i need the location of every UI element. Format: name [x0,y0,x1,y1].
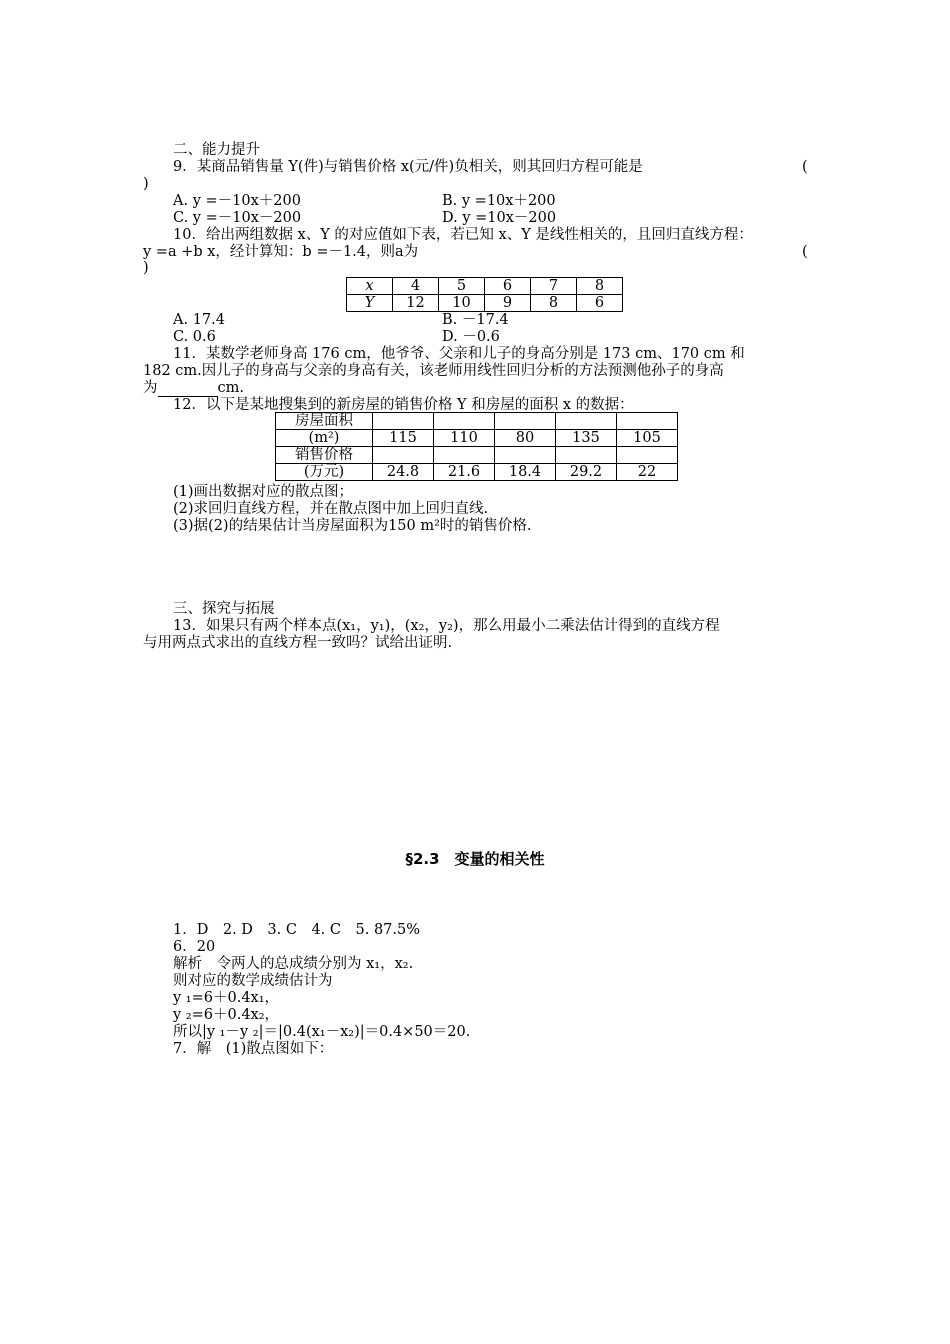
table-cell: 12 [393,295,439,312]
q10-option-b: B. －17.4 [442,312,509,328]
q9-paren-close: ) [143,176,149,192]
table-cell: 4 [393,278,439,295]
table-cell: 7 [531,278,577,295]
table-cell [434,447,495,464]
answer-line: 1．D 2. D 3. C 4. C 5. 87.5% [173,922,421,938]
q9-option-b: B. y =10x＋200 [442,193,556,209]
q11-prefix: 为 [143,380,158,396]
table-row [276,447,678,464]
q12-sub2: (2)求回归直线方程，并在散点图中加上回归直线. [173,501,489,517]
table-cell: 18.4 [495,464,556,481]
table-cell: 房屋面积 [276,413,373,430]
table-cell: 135 [556,430,617,447]
table-cell [495,413,556,430]
q10-option-c: C. 0.6 [173,329,216,345]
table-cell: (万元) [276,464,373,481]
q11-suffix: cm. [217,380,244,396]
q10-option-a: A. 17.4 [173,312,225,328]
table-cell [434,413,495,430]
q9-option-d: D. y =10x－200 [442,210,557,226]
q10-paren-close: ) [143,260,149,276]
table-cell [617,447,678,464]
table-cell [617,413,678,430]
answer-line: 所以|y ₁－y ₂|＝|0.4(x₁－x₂)|＝0.4×50＝20. [173,1024,471,1040]
table-cell [556,447,617,464]
answer-line: y ₁=6＋0.4x₁， [173,990,280,1006]
table-cell [495,447,556,464]
answer-line: 7．解 (1)散点图如下： [173,1041,334,1057]
q12-sub1: (1)画出数据对应的散点图； [173,484,354,500]
q10-line2: y =a +b x，经计算知：b =－1.4，则a为 [143,244,419,260]
table-cell [373,447,434,464]
table-cell: 22 [617,464,678,481]
table-row [276,430,678,447]
q12-stem: 12．以下是某地搜集到的新房屋的销售价格 Y 和房屋的面积 x 的数据： [173,397,634,413]
answers-heading: §2.3 变量的相关性 [405,850,545,868]
table-cell: 9 [485,295,531,312]
table-cell: 5 [439,278,485,295]
section-title-ability: 二、能力提升 [173,142,260,158]
answer-line: 解析 令两人的总成绩分别为 x₁，x₂. [173,956,414,972]
q11-line2: 182 cm.因儿子的身高与父亲的身高有关，该老师用线性回归分析的方法预测他孙子的身高 [143,363,724,379]
q9-paren-open: ( [802,159,808,175]
table-cell: (m²) [276,430,373,447]
section-title-explore: 三、探究与拓展 [173,601,275,617]
table-cell: 销售价格 [276,447,373,464]
table-cell: 29.2 [556,464,617,481]
q11-line1: 11．某数学老师身高 176 cm，他爷爷、父亲和儿子的身高分别是 173 cm、170 cm 和 [173,346,745,362]
table-cell: 21.6 [434,464,495,481]
q13-line2: 与用两点式求出的直线方程一致吗？试给出证明. [143,635,453,651]
table-cell [556,413,617,430]
q10-data-table [346,277,623,312]
q10-stem: 10．给出两组数据 x、Y 的对应值如下表，若已知 x、Y 是线性相关的，且回归直线方程： [173,227,753,243]
q10-paren-open: ( [802,244,808,260]
q11-line3 [143,380,244,397]
table-cell: Y [347,295,393,312]
q10-option-d: D. －0.6 [442,329,500,345]
answer-line: 则对应的数学成绩估计为 [173,973,333,989]
table-cell: 105 [617,430,678,447]
q9-option-c: C. y =－10x－200 [173,210,302,226]
table-cell: 10 [439,295,485,312]
table-cell [373,413,434,430]
answer-line: 6．20 [173,939,216,955]
q12-sub3: (3)据(2)的结果估计当房屋面积为150 m²时的销售价格. [173,518,532,534]
table-cell: 6 [577,295,623,312]
table-row [276,413,678,430]
table-cell: 8 [577,278,623,295]
table-cell: 8 [531,295,577,312]
q12-data-table [275,412,678,481]
answer-line: y ₂=6＋0.4x₂， [173,1007,280,1023]
table-row [347,278,623,295]
table-row [276,464,678,481]
table-cell: 24.8 [373,464,434,481]
table-cell: 110 [434,430,495,447]
table-cell: 115 [373,430,434,447]
table-cell: 6 [485,278,531,295]
answer-blank [158,383,218,397]
table-cell: 80 [495,430,556,447]
q13-line1: 13．如果只有两个样本点(x₁，y₁)，(x₂，y₂)，那么用最小二乘法估计得到的直线方程 [173,618,720,634]
table-row [347,295,623,312]
table-cell: x [347,278,393,295]
q9-option-a: A. y =－10x＋200 [173,193,301,209]
q9-stem: 9．某商品销售量 Y(件)与销售价格 x(元/件)负相关，则其回归方程可能是 [173,159,643,175]
